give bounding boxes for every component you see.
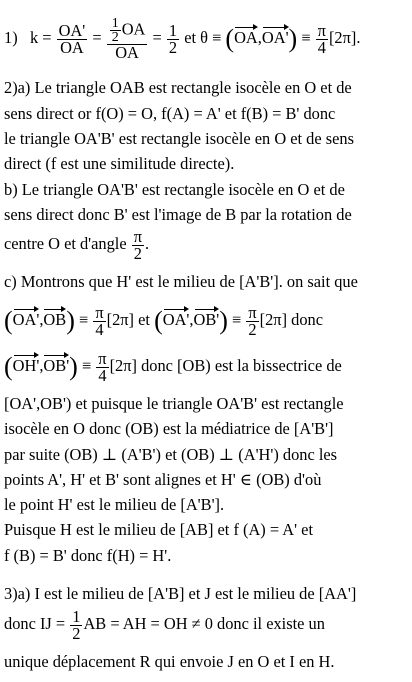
vector-oa-prime: OA' (262, 25, 289, 46)
line-20: donc IJ = $\frac{1}{2}$ AB = AH = OH ≠ 0 donc il existe un (4, 606, 325, 643)
line-8: centre O et d'angle $\frac{\pi}{2}$ . (4, 226, 150, 263)
line-10: (OA',OB) ≡ $\frac{\pi}{4}$ [2π] et (OA',OB') ≡ $\frac{\pi}{2}$ [2π] donc (4, 302, 324, 339)
line-9: c) Montrons que H' est le milieu de [A'B']. on sait que (4, 272, 358, 291)
vector-oa: OA (234, 25, 258, 46)
fraction-pi-over-2: $\frac{\pi}{2}$ (248, 302, 257, 339)
line-14: par suite (OB) ⊥ (A'B') et (OB) ⊥ (A'H') donc les (4, 445, 338, 464)
line-2: 2)a) Le triangle OAB est rectangle isocèle en O et de (4, 78, 352, 97)
k-label: k = (29, 28, 52, 47)
fraction-pi-over-2: $\frac{\pi}{2}$ (133, 226, 143, 263)
line-19: 3)a) I est le milieu de [A'B] et J est le milieu de [AA'] (4, 584, 357, 603)
line-21: unique déplacement R qui envoie J en O et I en H. (4, 652, 335, 671)
fraction-one-half: $\frac{1}{2}$ (72, 606, 81, 643)
vector-ob: OB (43, 307, 66, 328)
vector-oa-prime: OA' (163, 307, 190, 328)
fraction-pi-over-4: $\frac{\pi}{4}$ (95, 302, 104, 339)
line-4: le triangle OA'B' est rectangle isocèle en O et de sens (4, 129, 354, 148)
vector-oa-prime: OA' (13, 307, 40, 328)
fraction-one-half: $\frac{1}{2}$ (168, 20, 178, 57)
line-5: direct (f est une similitude directe). (4, 154, 235, 173)
line-11: (OH',OB') ≡ $\frac{\pi}{4}$ [2π] donc [OB) est la bissectrice de (4, 348, 342, 385)
vector-oh-prime: OH' (13, 353, 40, 374)
vector-ob-prime: OB' (43, 353, 69, 374)
line-1: 1) k = $\frac{OA'}{OA}$ = $\frac{1}{2}$ OA OA = $\frac{1}{2}$ et θ ≡ (OA,OA') ≡ $\frac{\pi}{4}$ [2π]. (4, 16, 361, 63)
fraction-pi-over-4: $\frac{\pi}{4}$ (317, 20, 326, 57)
line-6: b) Le triangle OA'B' est rectangle isocèle en O et de (4, 180, 345, 199)
theta-label: et θ ≡ (184, 28, 222, 47)
fraction-half-oa-over-oa: $\frac{1}{2}$ OA OA (107, 17, 148, 61)
line-3: sens direct or f(O) = O, f(A) = A' et f(B) = B' donc (4, 104, 336, 123)
vector-ob-prime: OB' (194, 307, 220, 328)
line-7: sens direct donc B' est l'image de B par la rotation de (4, 205, 352, 224)
line-17: Puisque H est le milieu de [AB] et f (A) = A' et (4, 520, 314, 539)
line-13: isocèle en O donc (OB) est la médiatrice de [A'B'] (4, 419, 334, 438)
line-16: le point H' est le milieu de [A'B']. (4, 495, 225, 514)
line-18: f (B) = B' donc f(H) = H'. (4, 546, 172, 565)
fraction-pi-over-4: $\frac{\pi}{4}$ (98, 348, 107, 385)
item-number: 1) (4, 28, 18, 47)
line-15: points A', H' et B' sont alignes et H' ∈ (OB) d'où (4, 470, 322, 489)
line-12: [OA',OB') et puisque le triangle OA'B' est rectangle (4, 394, 344, 413)
line-ob-parenthesized: (OB) (256, 470, 290, 489)
fraction-oa-prime-over-oa: $\frac{OA'}{OA}$ (58, 20, 86, 57)
